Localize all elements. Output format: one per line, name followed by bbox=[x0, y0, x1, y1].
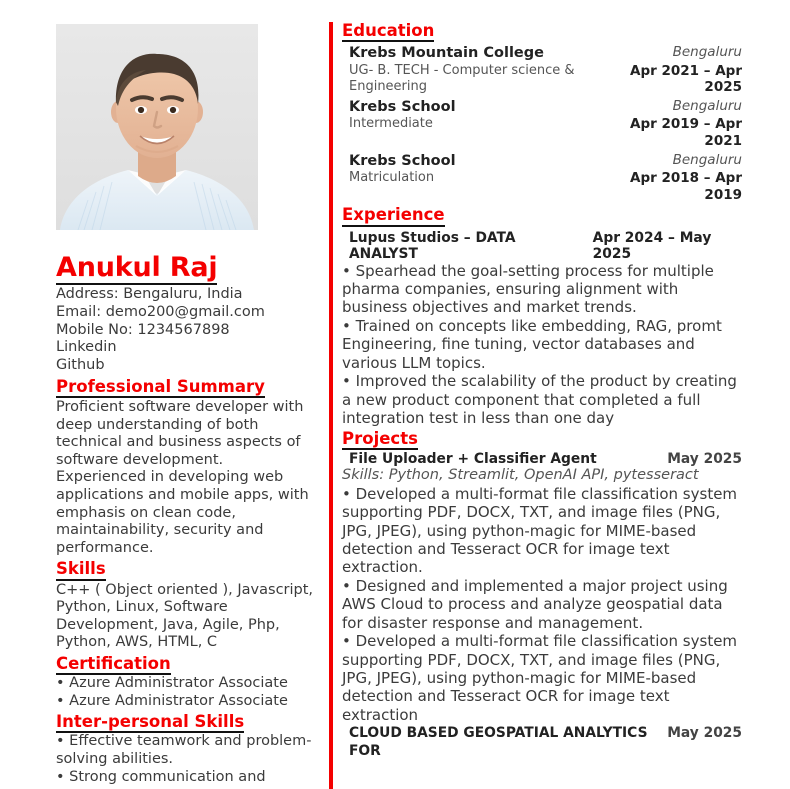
contact-github[interactable]: Github bbox=[56, 357, 105, 374]
experience-entry bbox=[342, 230, 742, 428]
list-item: • Azure Administrator Associate bbox=[56, 692, 288, 709]
education-location: Bengaluru bbox=[672, 152, 742, 169]
education-degree: Intermediate bbox=[349, 116, 433, 132]
education-entry bbox=[342, 152, 742, 204]
education-school: Krebs School bbox=[349, 153, 456, 170]
section-professional-summary bbox=[56, 375, 314, 558]
section-projects bbox=[342, 428, 742, 760]
section-heading-projects: Projects bbox=[342, 430, 418, 450]
list-item: • Azure Administrator Associate bbox=[56, 675, 288, 692]
education-date: Apr 2021 – Apr 2025 bbox=[630, 62, 742, 96]
list-item: • Designed and implemented a major project using AWS Cloud to process and analyze geospatial data for disaster response and management. bbox=[342, 576, 728, 632]
project-title: File Uploader + Classifier Agent bbox=[349, 450, 597, 467]
section-education bbox=[342, 20, 742, 204]
education-school: Krebs School bbox=[349, 99, 456, 116]
project-title: CLOUD BASED GEOSPATIAL ANALYTICS FOR bbox=[349, 725, 648, 759]
project-entry bbox=[342, 451, 742, 724]
education-location: Bengaluru bbox=[672, 98, 742, 115]
page-title: Anukul Raj bbox=[56, 254, 217, 285]
education-date: Apr 2019 – Apr 2021 bbox=[630, 116, 742, 150]
education-date: Apr 2018 – Apr 2019 bbox=[630, 170, 742, 204]
contact-email: Email: demo200@gmail.com bbox=[56, 304, 265, 321]
project-date: May 2025 bbox=[667, 450, 742, 467]
section-skills bbox=[56, 557, 314, 652]
section-heading-education: Education bbox=[342, 22, 434, 42]
list-item: • Developed a multi-format file classification system supporting PDF, DOCX, TXT, and image files (PNG, JPG, JPEG), using python-magic for MIME-based detection and Tesseract OCR for image text extraction bbox=[342, 632, 738, 724]
section-heading-experience: Experience bbox=[342, 206, 445, 226]
column-divider bbox=[329, 22, 333, 789]
education-school: Krebs Mountain College bbox=[349, 45, 544, 62]
section-heading-certification: Certification bbox=[56, 655, 171, 675]
list-item: • Strong communication and bbox=[56, 768, 266, 785]
section-certification bbox=[56, 652, 314, 710]
education-degree: Matriculation bbox=[349, 170, 435, 186]
education-entry bbox=[342, 98, 742, 150]
portrait-photo-icon bbox=[56, 24, 258, 230]
right-column bbox=[342, 20, 742, 760]
section-experience bbox=[342, 204, 742, 427]
contact-list bbox=[56, 286, 314, 374]
education-degree: UG- B. TECH - Computer science & Engineering bbox=[349, 62, 575, 94]
contact-address: Address: Bengaluru, India bbox=[56, 286, 243, 303]
experience-title: Lupus Studios – DATA ANALYST bbox=[349, 229, 516, 262]
avatar bbox=[56, 24, 258, 230]
skills-text: C++ ( Object oriented ), Javascript, Python, Linux, Software Development, Java, Agile, Php, Python, AWS, HTML, C bbox=[56, 581, 314, 651]
list-item: • Spearhead the goal-setting process for multiple pharma companies, ensuring alignment with business objectives and market trends. bbox=[342, 261, 714, 317]
experience-date: Apr 2024 – May 2025 bbox=[592, 229, 712, 262]
education-entry bbox=[342, 44, 742, 96]
list-item: • Trained on concepts like embedding, RAG, promt Engineering, fine tuning, vector databases and various LLM topics. bbox=[342, 316, 722, 372]
section-heading-interpersonal-skills: Inter-personal Skills bbox=[56, 713, 244, 733]
section-heading-professional-summary: Professional Summary bbox=[56, 378, 265, 398]
project-date: May 2025 bbox=[667, 725, 742, 742]
left-column bbox=[56, 24, 314, 786]
list-item: • Effective teamwork and problem-solving abilities. bbox=[56, 733, 312, 768]
list-item: • Developed a multi-format file classification system supporting PDF, DOCX, TXT, and image files (PNG, JPG, JPEG), using python-magic for MIME-based detection and Tesseract OCR for image text extraction. bbox=[342, 484, 738, 577]
name-block bbox=[56, 254, 314, 285]
list-item: • Improved the scalability of the product by creating a new product component that completed a full integration test in less than one day bbox=[342, 372, 737, 428]
section-interpersonal-skills bbox=[56, 710, 314, 786]
contact-linkedin[interactable]: Linkedin bbox=[56, 339, 117, 356]
project-entry bbox=[342, 725, 742, 759]
contact-mobile: Mobile No: 1234567898 bbox=[56, 321, 230, 338]
professional-summary-text: Proficient software developer with deep understanding of both technical and business aspects of software development. Experienced in developing web applications and mobile apps, with emphasis on clean code, maintainability, security and performance. bbox=[56, 398, 309, 556]
project-skills: Skills: Python, Streamlit, OpenAI API, pytesseract bbox=[342, 466, 699, 483]
education-location: Bengaluru bbox=[672, 44, 742, 61]
section-heading-skills: Skills bbox=[56, 560, 106, 580]
